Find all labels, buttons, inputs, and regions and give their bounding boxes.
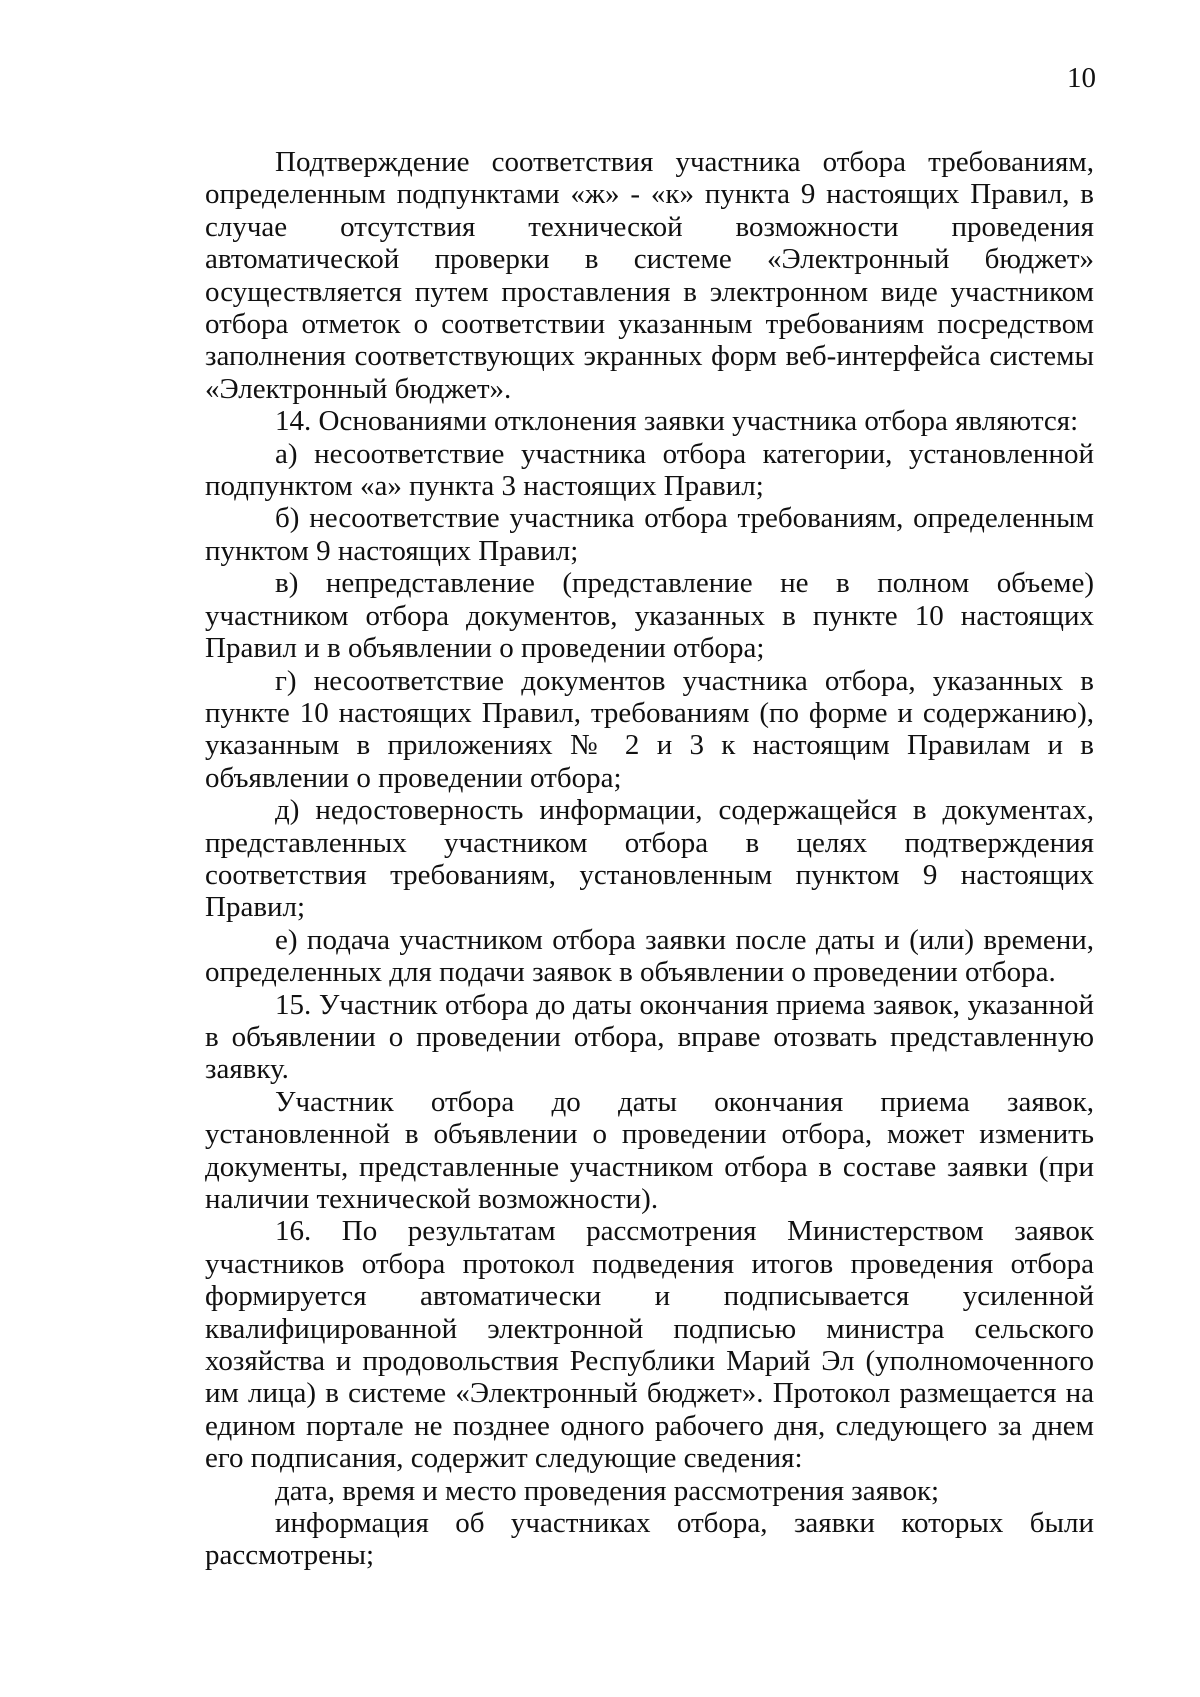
page-number: 10: [1067, 62, 1096, 94]
paragraph-14-a: а) несоответствие участника отбора категории, установленной подпунктом «а» пункта 3 настоящих Правил;: [205, 437, 1094, 503]
paragraph-14-intro: 14. Основаниями отклонения заявки участника отбора являются:: [275, 405, 1079, 438]
paragraph-14-d: д) недостоверность информации, содержащейся в документах, представленных участником отбора в целях подтверждения соответствия требованиям, установленным пунктом 9 настоящих Правил;: [205, 794, 1094, 924]
paragraph-15: 15. Участник отбора до даты окончания приема заявок, указанной в объявлении о проведении отбора, вправе отозвать представленную заявку.: [205, 988, 1094, 1086]
paragraph-14-g: г) несоответствие документов участника отбора, указанных в пункте 10 настоящих Правил, требованиям (по форме и содержанию), указанным в приложениях № 2 и 3 к настоящим Правилам и в объявлении о проведении отбора;: [205, 664, 1094, 794]
paragraph-14-e: е) подача участником отбора заявки после даты и (или) времени, определенных для подачи заявок в объявлении о проведении отбора.: [205, 923, 1094, 989]
paragraph-14-b: б) несоответствие участника отбора требованиям, определенным пунктом 9 настоящих Правил;: [205, 502, 1094, 567]
paragraph-16-item-date: дата, время и место проведения рассмотрения заявок;: [275, 1474, 940, 1507]
paragraph-confirmation: Подтверждение соответствия участника отбора требованиям, определенным подпунктами «ж» - «к» пункта 9 настоящих Правил, в случае отсутствия технической возможности проведения автоматической проверки в системе «Электронный бюджет» осуществляется путем проставления в электронном виде участником отбора отметок о соответствии указанным требованиям посредством заполнения соответствующих экранных форм веб-интерфейса системы «Электронный бюджет».: [205, 146, 1094, 405]
paragraph-16: 16. По результатам рассмотрения Министерством заявок участников отбора протокол подведения итогов проведения отбора формируется автоматически и подписывается усиленной квалифицированной электронной подписью министра сельского хозяйства и продовольствия Республики Марий Эл (уполномоченного им лица) в системе «Электронный бюджет». Протокол размещается на едином портале не позднее одного рабочего дня, следующего за днем его подписания, содержит следующие сведения:: [205, 1215, 1094, 1475]
paragraph-14-v: в) непредставление (представление не в полном объеме) участником отбора документов, указанных в пункте 10 настоящих Правил и в объявлении о проведении отбора;: [205, 567, 1094, 665]
paragraph-15-change: Участник отбора до даты окончания приема заявок, установленной в объявлении о проведении отбора, может изменить документы, представленные участником отбора в составе заявки (при наличии технической возможности).: [205, 1085, 1094, 1215]
paragraph-16-item-participants: информация об участниках отбора, заявки которых были рассмотрены;: [205, 1507, 1094, 1572]
document-body: [205, 146, 1094, 1572]
